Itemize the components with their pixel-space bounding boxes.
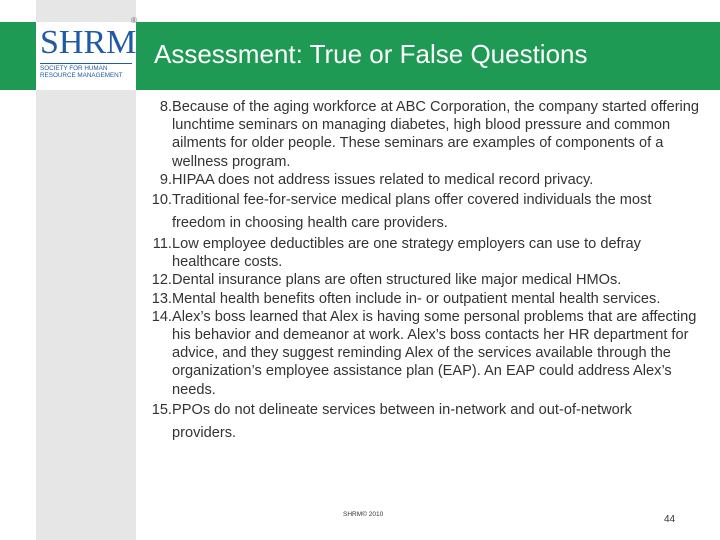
registered-mark: ® bbox=[131, 16, 137, 25]
logo-letters: SHRM bbox=[40, 24, 137, 61]
question-item-14 bbox=[140, 308, 700, 399]
shrm-logo bbox=[36, 22, 136, 90]
question-item-15 bbox=[140, 399, 700, 445]
question-number: 8. bbox=[159, 99, 172, 115]
question-item-9 bbox=[140, 171, 700, 189]
question-text: Alex’s boss learned that Alex is having some personal problems that are affecting his behavior and demeanor at work. Alex’s boss contacts her HR department for advice, and they suggest reminding Alex of the services available through the organization’s employee assistance plan (EAP). An EAP could address Alex’s needs. bbox=[172, 308, 697, 398]
question-item-12 bbox=[140, 271, 700, 289]
question-text: Low employee deductibles are one strategy employers can use to defray healthcare costs. bbox=[172, 236, 641, 271]
question-number: 15. bbox=[151, 401, 172, 418]
question-text: Mental health benefits often include in- or outpatient mental health services. bbox=[172, 290, 661, 307]
question-number: 11. bbox=[152, 236, 172, 253]
footer-copyright: SHRM© 2010 bbox=[343, 511, 384, 518]
question-item-11 bbox=[140, 235, 700, 271]
question-item-8 bbox=[140, 98, 700, 171]
logo-tagline: SOCIETY FOR HUMAN RESOURCE MANAGEMENT bbox=[40, 65, 123, 79]
question-number: 13. bbox=[151, 290, 172, 307]
question-number: 9. bbox=[159, 171, 172, 188]
question-number: 10. bbox=[151, 192, 172, 209]
question-text: PPOs do not delineate services between in-network and out-of-network providers. bbox=[172, 401, 632, 441]
question-item-13 bbox=[140, 290, 700, 308]
question-text: Because of the aging workforce at ABC Corporation, the company started offering lunchtime seminars on managing diabetes, high blood pressure and common ailments for older people. These seminars are examples of components of a wellness program. bbox=[172, 99, 700, 170]
question-text: Dental insurance plans are often structured like major medical HMOs. bbox=[172, 272, 622, 289]
question-item-10 bbox=[140, 189, 700, 235]
page-title: Assessment: True or False Questions bbox=[154, 39, 588, 69]
logo-divider bbox=[40, 63, 132, 64]
question-text: HIPAA does not address issues related to medical record privacy. bbox=[172, 171, 594, 188]
question-number: 12. bbox=[151, 272, 172, 289]
question-number: 14. bbox=[151, 308, 172, 325]
question-list bbox=[140, 98, 700, 445]
page-number: 44 bbox=[664, 514, 676, 525]
question-text: Traditional fee-for-service medical plans offer covered individuals the most freedom in choosing health care providers. bbox=[172, 192, 652, 232]
